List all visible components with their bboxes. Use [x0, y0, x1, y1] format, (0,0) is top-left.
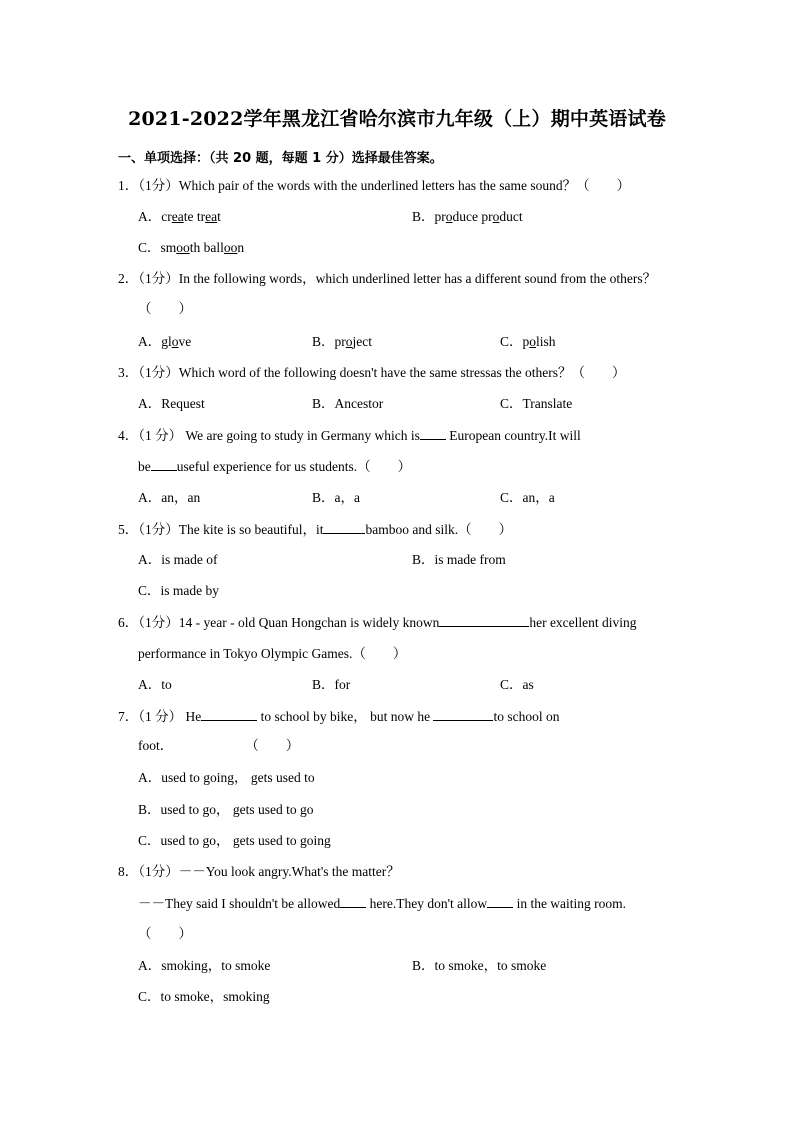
blank	[487, 895, 513, 908]
question-6-line-2: performance in Tokyo Olympic Games.（ ）	[138, 646, 407, 661]
blank	[340, 895, 366, 908]
question-4-stem: 4．（1 分） We are going to study in Germany which is European country.It will	[118, 428, 581, 443]
question-7-option-c: C．used to go， gets used to going	[138, 833, 331, 848]
question-1-stem: 1．（1分）Which pair of the words with the underlined letters has the same sound？（ ）	[118, 178, 631, 193]
question-2-option-c: C．polish	[500, 334, 556, 349]
blank	[323, 521, 365, 534]
page-title: 2021-2022学年黑龙江省哈尔滨市九年级（上）期中英语试卷	[128, 108, 666, 130]
question-6-stem: 6．（1分）14 - year - old Quan Hongchan is widely known her excellent diving	[118, 615, 637, 630]
question-8-option-b: B．to smoke，to smoke	[412, 958, 547, 973]
question-8-option-a: A．smoking，to smoke	[138, 958, 271, 973]
question-1-option-c: C．smooth balloon	[138, 240, 245, 255]
blank	[151, 458, 177, 471]
question-5-option-a: A．is made of	[138, 552, 218, 567]
section-heading: 一、单项选择：（共 20 题，每题 1 分）选择最佳答案。	[118, 151, 443, 166]
question-4-option-c: C．an，a	[500, 490, 555, 505]
question-2-option-a: A．glove	[138, 334, 192, 349]
question-7-option-a: A．used to going， gets used to	[138, 770, 315, 785]
question-7-line-2: foot． （ ）	[138, 738, 300, 753]
question-6-option-b: B．for	[312, 677, 351, 692]
question-2-stem: 2．（1分）In the following words，which underlined letter has a different sound from the others？	[118, 271, 657, 286]
question-5-stem: 5．（1分）The kite is so beautiful，it bamboo and silk.（ ）	[118, 522, 513, 537]
question-1-option-a: A．create treat	[138, 209, 221, 224]
question-1-option-b: B．produce product	[412, 209, 523, 224]
blank	[433, 708, 493, 721]
question-3-option-a: A．Request	[138, 396, 205, 411]
question-3-option-c: C．Translate	[500, 396, 573, 411]
question-8-paren: （ ）	[138, 926, 192, 941]
question-4-line-2: be useful experience for us students.（ ）	[138, 459, 412, 474]
blank	[201, 708, 257, 721]
blank	[420, 427, 446, 440]
blank	[439, 614, 529, 627]
question-8-option-c: C．to smoke，smoking	[138, 989, 270, 1004]
question-8-line-2: －－They said I shouldn't be allowed here.They don't allow in the waiting room.	[138, 896, 627, 911]
question-4-option-a: A．an，an	[138, 490, 201, 505]
question-7-stem: 7．（1 分） He to school by bike， but now he to school on	[118, 709, 560, 724]
question-3-stem: 3．（1分）Which word of the following doesn't have the same stressas the others？（ ）	[118, 365, 626, 380]
question-6-option-a: A．to	[138, 677, 172, 692]
question-3-option-b: B．Ancestor	[312, 396, 384, 411]
question-5-option-c: C．is made by	[138, 583, 219, 598]
question-5-option-b: B．is made from	[412, 552, 506, 567]
question-8-stem: 8．（1分）－－You look angry.What's the matter？	[118, 864, 400, 879]
question-7-option-b: B．used to go， gets used to go	[138, 802, 314, 817]
question-4-option-b: B．a，a	[312, 490, 360, 505]
question-2-paren: （ ）	[138, 301, 192, 316]
question-2-option-b: B．project	[312, 334, 373, 349]
question-6-option-c: C．as	[500, 677, 534, 692]
